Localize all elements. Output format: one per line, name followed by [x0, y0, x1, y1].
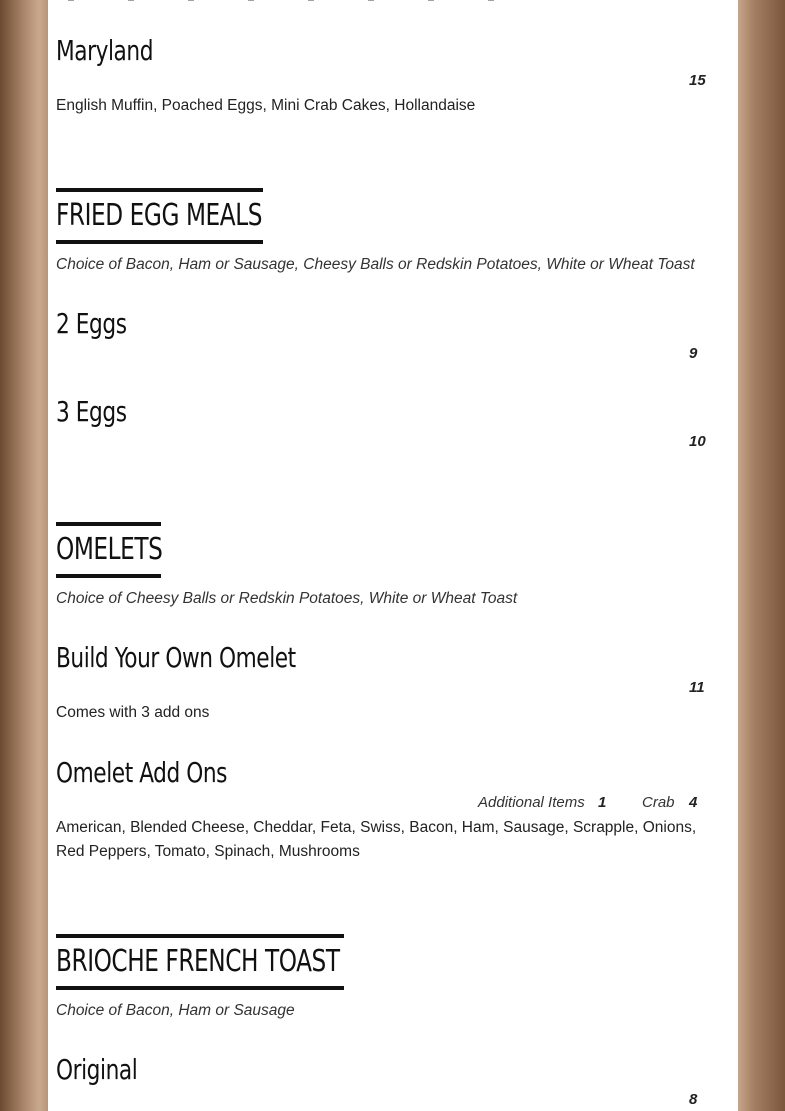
section-bar-top-fried — [56, 188, 263, 192]
item-price-maryland: 15 — [689, 72, 706, 89]
section-title-brioche-french-toast: BRIOCHE FRENCH TOAST — [56, 944, 340, 979]
item-price-2-eggs: 9 — [689, 345, 698, 362]
addon-additional-label: Additional Items — [478, 794, 585, 811]
section-bar-top-omelets — [56, 522, 161, 526]
section-note-omelets: Choice of Cheesy Balls or Redskin Potatoes, White or Wheat Toast — [56, 590, 518, 607]
section-bar-bottom-omelets — [56, 574, 161, 578]
item-price-build-your-own-omelet: 11 — [689, 679, 705, 696]
section-bar-bottom-fried — [56, 240, 263, 244]
item-price-original: 8 — [689, 1091, 698, 1108]
cutoff-text-remnant — [68, 0, 508, 4]
section-title-omelets: OMELETS — [56, 532, 163, 567]
item-desc-maryland: English Muffin, Poached Eggs, Mini Crab Cakes, Hollandaise — [56, 97, 476, 114]
item-title-original: Original — [56, 1053, 138, 1086]
section-bar-top-french-toast — [56, 934, 344, 938]
section-title-fried-egg-meals: FRIED EGG MEALS — [56, 198, 263, 233]
item-price-3-eggs: 10 — [689, 433, 706, 450]
menu-panel — [48, 0, 738, 1111]
item-title-build-your-own-omelet: Build Your Own Omelet — [56, 641, 296, 674]
item-desc-omelet-add-ons: American, Blended Cheese, Cheddar, Feta, Swiss, Bacon, Ham, Sausage, Scrapple, Onions, Red Peppers, Tomato, Spinach, Mushrooms — [56, 819, 697, 860]
item-title-3-eggs: 3 Eggs — [56, 395, 127, 428]
section-bar-bottom-french-toast — [56, 986, 344, 990]
item-desc-build-your-own-omelet: Comes with 3 add ons — [56, 704, 210, 721]
section-note-fried: Choice of Bacon, Ham or Sausage, Cheesy Balls or Redskin Potatoes, White or Wheat Toast — [56, 256, 695, 273]
section-note-french-toast: Choice of Bacon, Ham or Sausage — [56, 1002, 295, 1019]
item-title-omelet-add-ons: Omelet Add Ons — [56, 756, 228, 789]
addon-crab-price: 4 — [689, 794, 698, 811]
addon-additional-price: 1 — [598, 794, 607, 811]
item-title-maryland: Maryland — [56, 34, 154, 67]
item-title-2-eggs: 2 Eggs — [56, 307, 127, 340]
addon-crab-label: Crab — [642, 794, 675, 811]
